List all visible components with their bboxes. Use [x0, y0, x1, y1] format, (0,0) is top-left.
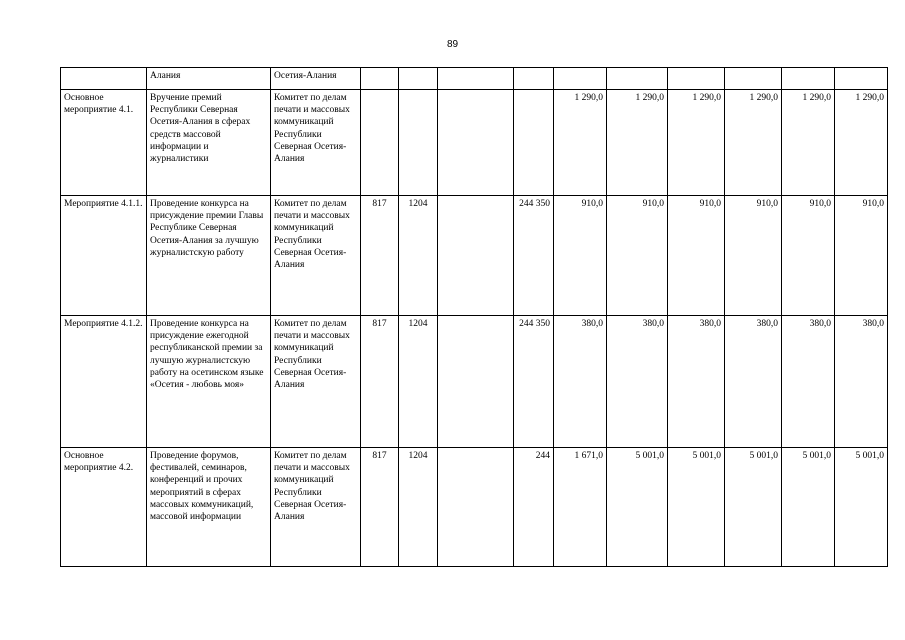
table-row [61, 196, 888, 316]
cell-csr [438, 316, 514, 448]
cell-executor: Комитет по делам печати и массовых коммуникаций Республики Северная Осетия-Алания [271, 316, 361, 448]
budget-table [60, 67, 888, 567]
cell-value [725, 68, 782, 90]
cell-value: 1 671,0 [554, 448, 607, 567]
table-row [61, 90, 888, 196]
cell-title: Проведение форумов, фестивалей, семинаров, конференций и прочих мероприятий в сферах массовых коммуникаций, массовой информации [147, 448, 271, 567]
cell-value: 1 290,0 [725, 90, 782, 196]
table-row-continuation [61, 68, 888, 90]
table-row [61, 316, 888, 448]
cell-vr [514, 68, 554, 90]
cell-value [782, 68, 835, 90]
cell-csr [438, 68, 514, 90]
table-row [61, 448, 888, 567]
cell-value: 5 001,0 [668, 448, 725, 567]
cell-rzpr: 1204 [399, 196, 438, 316]
cell-vr [514, 90, 554, 196]
cell-name: Основное мероприятие 4.2. [61, 448, 147, 567]
cell-title: Алания [147, 68, 271, 90]
cell-name: Мероприятие 4.1.1. [61, 196, 147, 316]
cell-vr: 244 [514, 448, 554, 567]
cell-value [835, 68, 888, 90]
cell-rzpr [399, 90, 438, 196]
cell-executor: Комитет по делам печати и массовых коммуникаций Республики Северная Осетия-Алания [271, 196, 361, 316]
cell-name: Мероприятие 4.1.2. [61, 316, 147, 448]
cell-value: 1 290,0 [835, 90, 888, 196]
cell-value: 1 290,0 [782, 90, 835, 196]
cell-value: 380,0 [668, 316, 725, 448]
cell-value: 910,0 [607, 196, 668, 316]
cell-executor: Комитет по делам печати и массовых коммуникаций Республики Северная Осетия-Алания [271, 448, 361, 567]
cell-executor: Комитет по делам печати и массовых коммуникаций Республики Северная Осетия-Алания [271, 90, 361, 196]
cell-value [607, 68, 668, 90]
cell-value [554, 68, 607, 90]
cell-value: 380,0 [607, 316, 668, 448]
cell-value: 5 001,0 [782, 448, 835, 567]
cell-value: 380,0 [835, 316, 888, 448]
cell-value: 380,0 [782, 316, 835, 448]
cell-title: Вручение премий Республики Северная Осетия-Алания в сферах средств массовой информации и журналистики [147, 90, 271, 196]
cell-value: 910,0 [725, 196, 782, 316]
cell-value: 1 290,0 [554, 90, 607, 196]
cell-value: 380,0 [554, 316, 607, 448]
cell-value: 5 001,0 [835, 448, 888, 567]
cell-grbs [361, 68, 399, 90]
cell-csr [438, 90, 514, 196]
cell-name: Основное мероприятие 4.1. [61, 90, 147, 196]
cell-value: 5 001,0 [725, 448, 782, 567]
cell-grbs: 817 [361, 316, 399, 448]
cell-executor: Осетия-Алания [271, 68, 361, 90]
cell-grbs [361, 90, 399, 196]
cell-name [61, 68, 147, 90]
cell-value: 910,0 [668, 196, 725, 316]
cell-vr: 244 350 [514, 316, 554, 448]
cell-csr [438, 196, 514, 316]
cell-grbs: 817 [361, 448, 399, 567]
cell-rzpr: 1204 [399, 316, 438, 448]
cell-value: 910,0 [835, 196, 888, 316]
cell-rzpr: 1204 [399, 448, 438, 567]
cell-title: Проведение конкурса на присуждение ежегодной республиканской премии за лучшую журналистскую работу на осетинском языке «Осетия - любовь моя» [147, 316, 271, 448]
cell-value: 910,0 [554, 196, 607, 316]
cell-csr [438, 448, 514, 567]
cell-value: 380,0 [725, 316, 782, 448]
cell-rzpr [399, 68, 438, 90]
cell-value: 1 290,0 [607, 90, 668, 196]
cell-value [668, 68, 725, 90]
cell-value: 1 290,0 [668, 90, 725, 196]
cell-title: Проведение конкурса на присуждение премии Главы Республике Северная Осетия-Алания за лучшую журналистскую работу [147, 196, 271, 316]
cell-grbs: 817 [361, 196, 399, 316]
cell-value: 5 001,0 [607, 448, 668, 567]
cell-value: 910,0 [782, 196, 835, 316]
page-number: 89 [446, 39, 459, 50]
cell-vr: 244 350 [514, 196, 554, 316]
